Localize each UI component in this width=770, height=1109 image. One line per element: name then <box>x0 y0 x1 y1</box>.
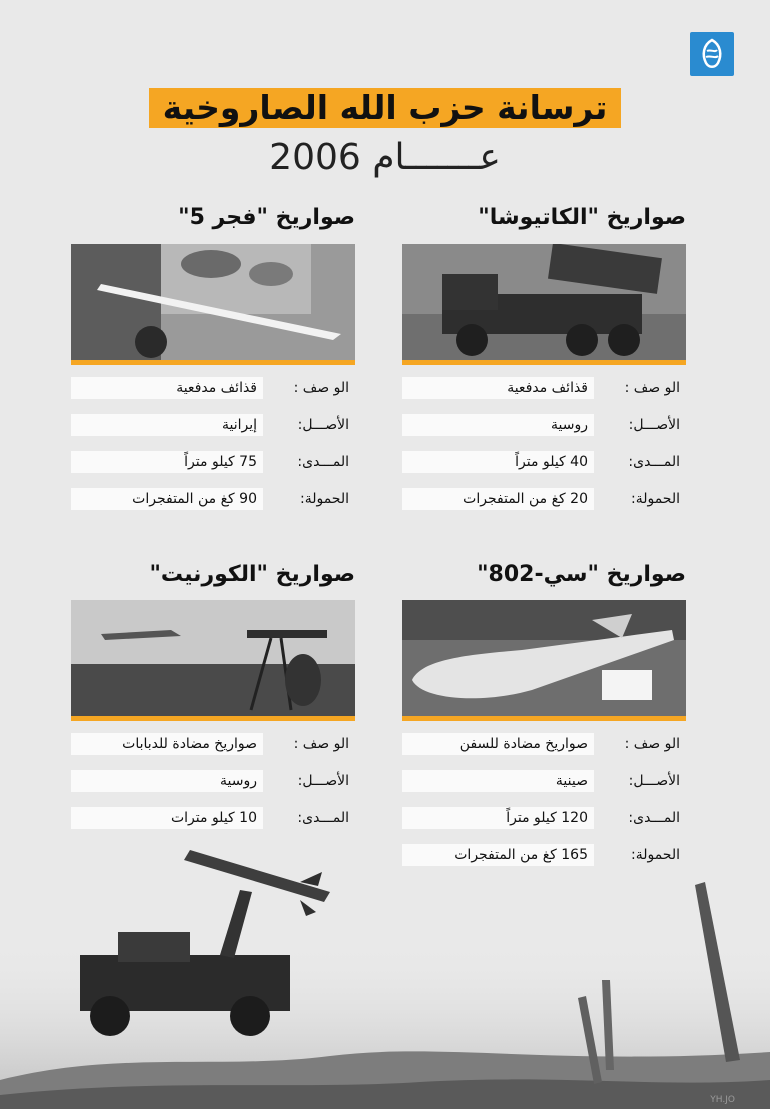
card-title: صواريخ "سي-802" <box>477 562 686 587</box>
row-label: الأصـــل: <box>263 414 355 436</box>
card-title: صواريخ "فجر 5" <box>178 205 355 230</box>
row-value: 120 كيلو متراً <box>506 810 588 826</box>
row-description <box>71 377 355 399</box>
row-label: المـــدى: <box>263 451 355 473</box>
row-origin <box>71 414 355 436</box>
row-value: صواريخ مضادة للسفن <box>459 736 588 752</box>
row-description <box>71 733 355 755</box>
card-fajr5 <box>71 200 355 525</box>
row-label: المـــدى: <box>263 807 355 829</box>
row-value: صواريخ مضادة للدبابات <box>122 736 257 752</box>
logo-icon <box>697 37 727 71</box>
aljazeera-logo <box>690 32 734 76</box>
card-title: صواريخ "الكورنيت" <box>149 562 355 587</box>
row-label: الو صف : <box>263 733 355 755</box>
row-label: الأصـــل: <box>594 414 686 436</box>
row-label: الو صف : <box>594 377 686 399</box>
page-title: ترسانة حزب الله الصاروخية <box>149 88 622 128</box>
watermark-text: YH.JO <box>710 1095 735 1105</box>
row-value: قذائف مدفعية <box>176 380 257 396</box>
row-origin <box>402 414 686 436</box>
row-label: المـــدى: <box>594 807 686 829</box>
card-kornet <box>71 557 355 844</box>
row-value: 20 كغ من المتفجرات <box>463 491 588 507</box>
row-value: صينية <box>555 773 588 789</box>
katyusha-photo <box>402 244 686 365</box>
row-payload <box>402 488 686 510</box>
row-description <box>402 377 686 399</box>
row-label: الأصـــل: <box>594 770 686 792</box>
title-wrap <box>110 88 660 128</box>
row-label: الو صف : <box>263 377 355 399</box>
row-value: 40 كيلو متراً <box>515 454 588 470</box>
card-katyusha <box>402 200 686 525</box>
row-value: إيرانية <box>221 417 257 433</box>
c802-photo <box>402 600 686 721</box>
card-title: صواريخ "الكاتيوشا" <box>478 205 686 230</box>
row-range <box>402 451 686 473</box>
row-label: الأصـــل: <box>263 770 355 792</box>
row-label: الو صف : <box>594 733 686 755</box>
row-range <box>71 451 355 473</box>
row-value: 10 كيلو مترات <box>170 810 257 826</box>
row-value: روسية <box>551 417 588 433</box>
row-value: روسية <box>220 773 257 789</box>
row-value: 165 كغ من المتفجرات <box>454 847 588 863</box>
row-value: قذائف مدفعية <box>507 380 588 396</box>
row-origin <box>402 770 686 792</box>
row-origin <box>71 770 355 792</box>
row-value: 90 كغ من المتفجرات <box>132 491 257 507</box>
page-subtitle-year: عـــــــام 2006 <box>269 137 501 178</box>
row-label: الحمولة: <box>594 488 686 510</box>
row-description <box>402 733 686 755</box>
row-label: المـــدى: <box>594 451 686 473</box>
background-launcher-scene <box>0 820 770 1109</box>
kornet-photo <box>71 600 355 721</box>
row-label: الحمولة: <box>594 844 686 866</box>
fajr5-photo <box>71 244 355 365</box>
row-payload <box>71 488 355 510</box>
row-label: الحمولة: <box>263 488 355 510</box>
row-value: 75 كيلو متراً <box>184 454 257 470</box>
